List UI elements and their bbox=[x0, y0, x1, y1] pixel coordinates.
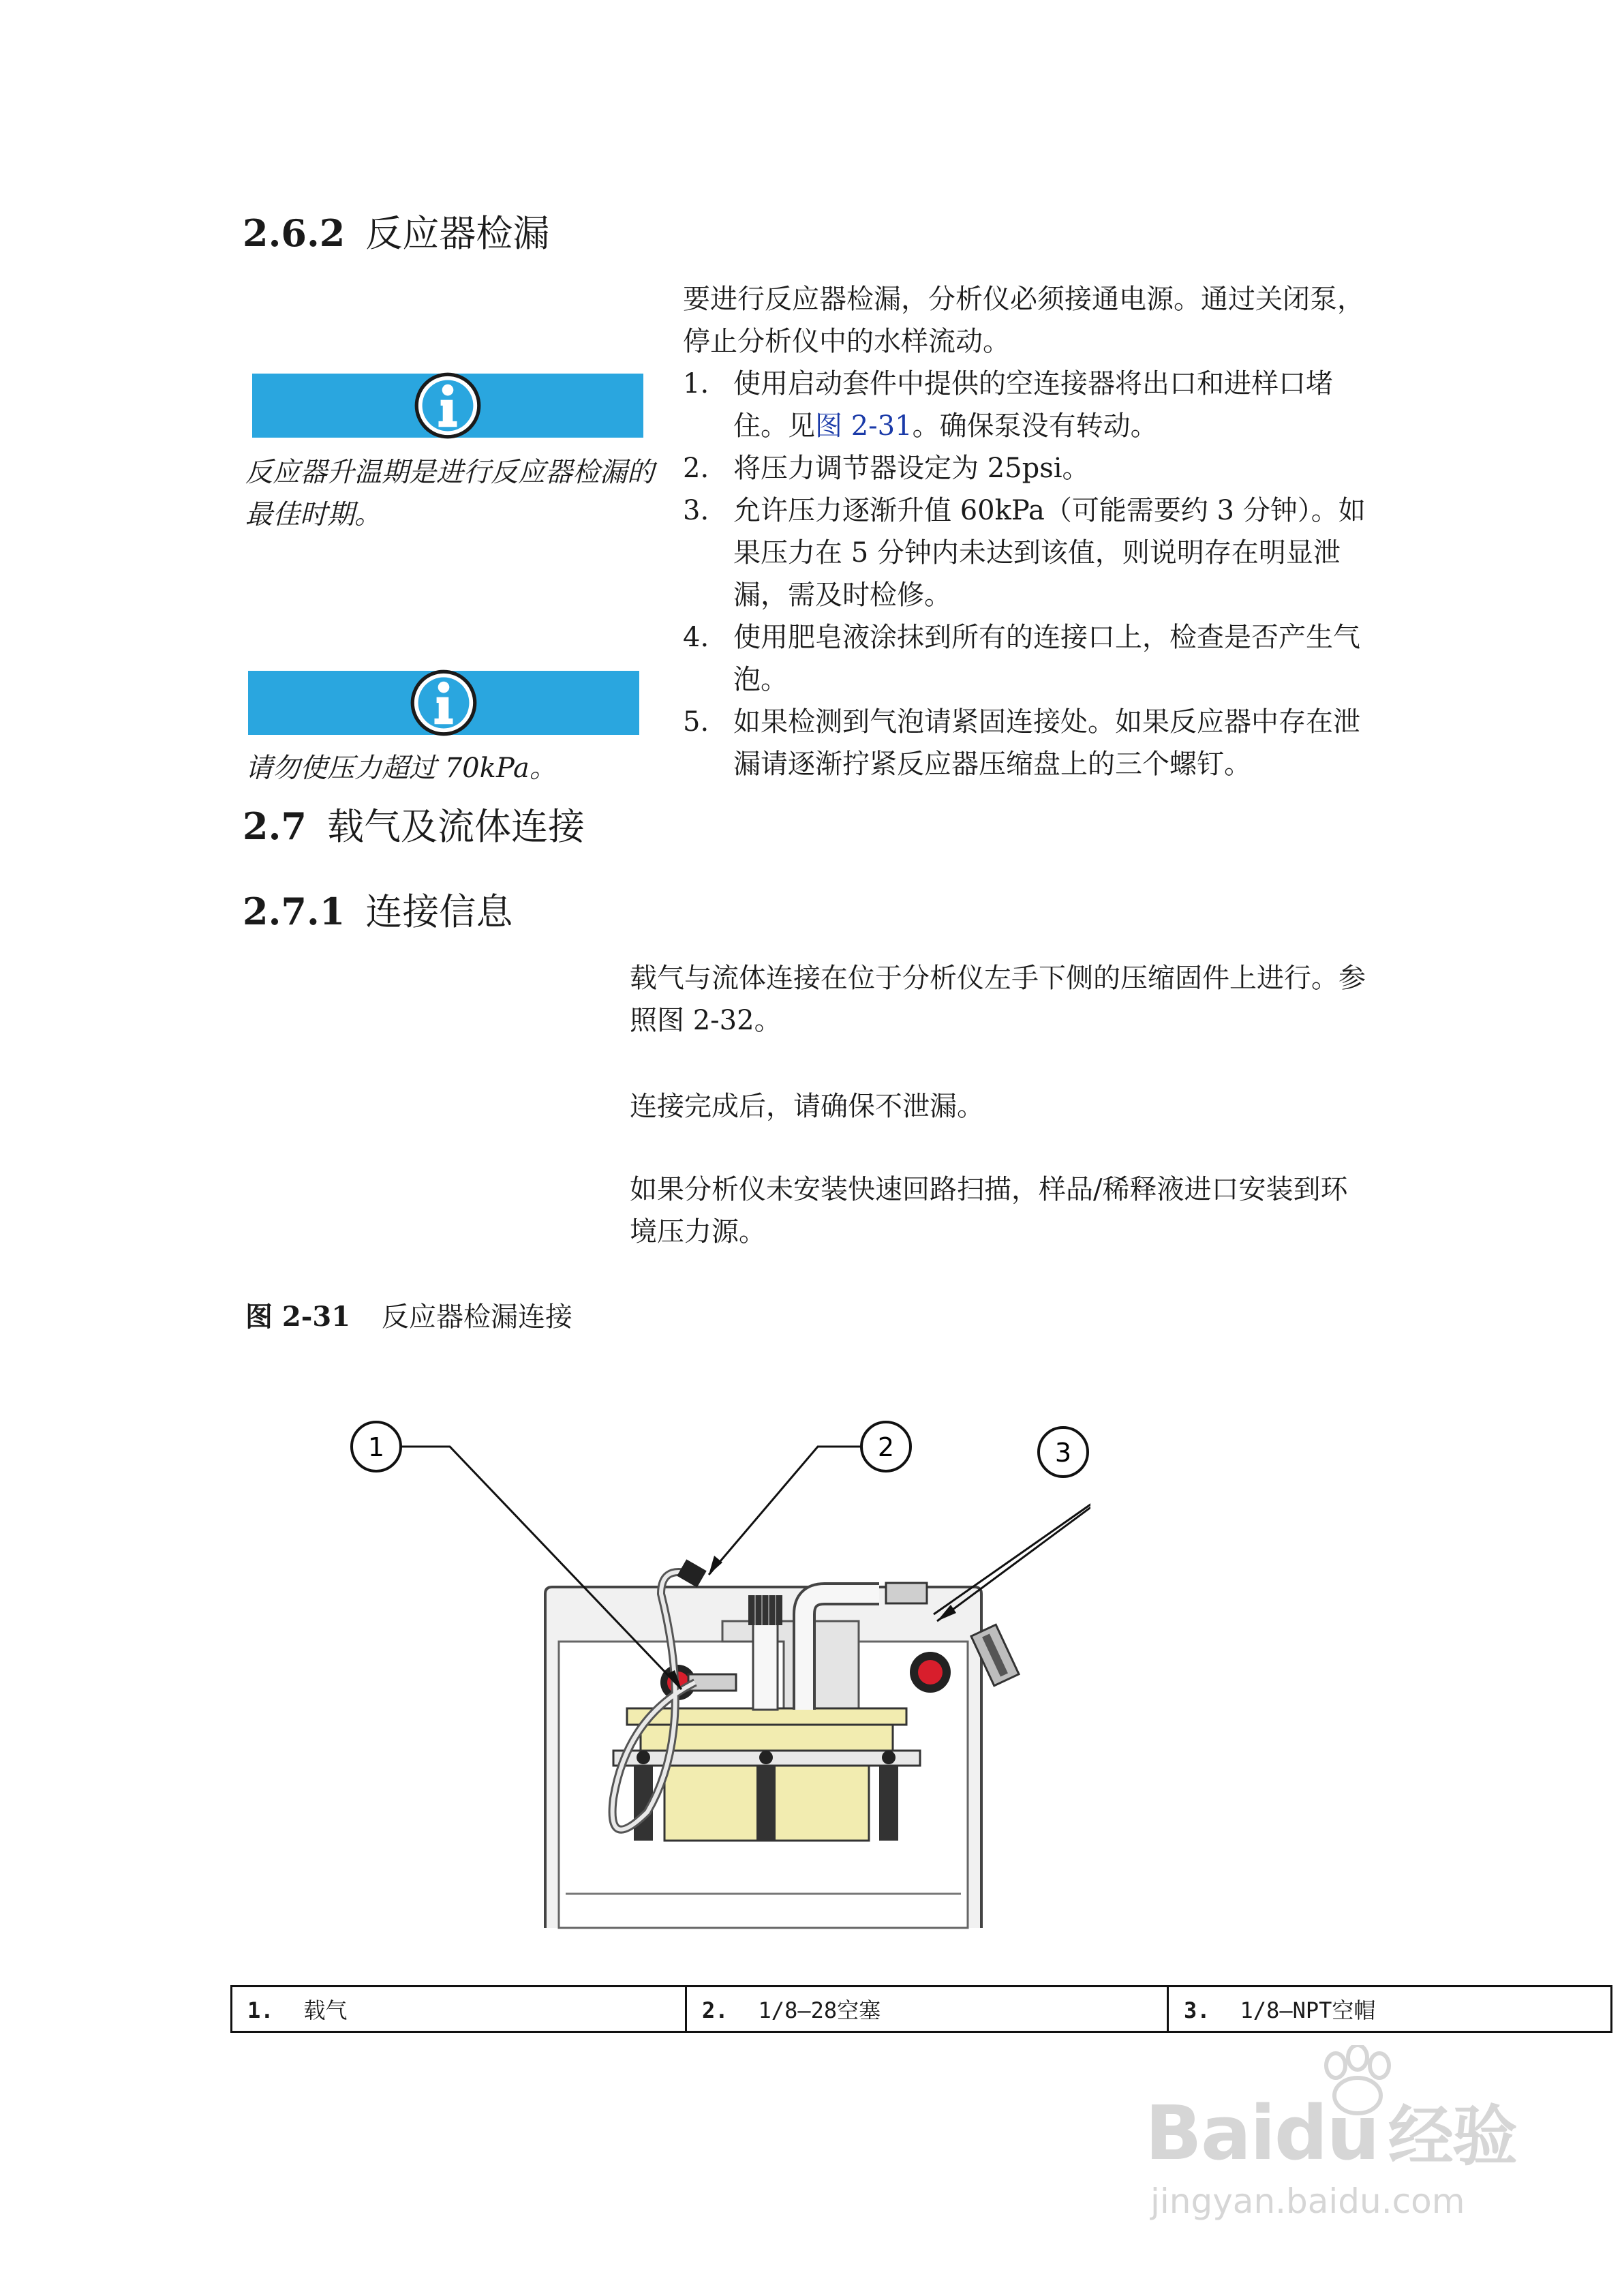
legend-item-1: 1. 载气 bbox=[232, 1987, 686, 2032]
connect-p3: 如果分析仪未安装快速回路扫描，样品/稀释液进口安装到环境压力源。 bbox=[630, 1174, 1348, 1248]
callout-2: 2 bbox=[877, 1432, 895, 1462]
heading-2-7: 2.7 载气及流体连接 bbox=[243, 804, 585, 848]
figure-legend bbox=[230, 1985, 1612, 2033]
step-1: 1. 使用启动套件中提供的空连接器将出口和进样口堵住。见图 2-31。确保泵没有转动。 bbox=[683, 368, 1333, 442]
leak-intro: 要进行反应器检漏，分析仪必须接通电源。通过关闭泵，停止分析仪中的水样流动。 bbox=[683, 284, 1364, 357]
leak-steps bbox=[683, 363, 1371, 785]
callout-3: 3 bbox=[1054, 1438, 1072, 1468]
note-bar-1 bbox=[252, 374, 643, 438]
watermark-url: jingyan.baidu.com bbox=[1150, 2181, 1465, 2221]
callout-1: 1 bbox=[367, 1432, 385, 1462]
step-5: 5. 如果检测到气泡请紧固连接处。如果反应器中存在泄漏请逐渐拧紧反应器压缩盘上的三个螺钉。 bbox=[683, 706, 1360, 780]
figure-caption: 图 2-31 反应器检漏连接 bbox=[245, 1301, 573, 1333]
info-icon bbox=[408, 667, 479, 738]
step-2: 2. 将压力调节器设定为 25psi。 bbox=[683, 453, 1090, 484]
legend-row bbox=[232, 1987, 1612, 2032]
watermark-brand-2: du bbox=[1274, 2089, 1379, 2177]
leak-check-text bbox=[683, 278, 1371, 785]
info-icon bbox=[412, 370, 483, 441]
baidu-watermark bbox=[1145, 2045, 1527, 2222]
watermark-brand: Bai bbox=[1145, 2089, 1274, 2177]
connect-p2: 连接完成后，请确保不泄漏。 bbox=[630, 1091, 984, 1122]
note-text-2: 请勿使压力超过 70kPa。 bbox=[245, 753, 557, 784]
note-text-1: 反应器升温期是进行反应器检漏的最佳时期。 bbox=[245, 457, 654, 530]
reactor-diagram bbox=[341, 1417, 1090, 1935]
heading-2-6-2: 2.6.2 反应器检漏 bbox=[243, 211, 550, 255]
step-4: 4. 使用肥皂液涂抹到所有的连接口上，检查是否产生气泡。 bbox=[683, 622, 1360, 695]
legend-item-3: 3. 1/8—NPT空帽 bbox=[1168, 1987, 1612, 2032]
connect-p1: 载气与流体连接在位于分析仪左手下侧的压缩固件上进行。参照图 2-32。 bbox=[630, 963, 1366, 1036]
heading-2-7-1: 2.7.1 连接信息 bbox=[243, 890, 513, 933]
step-3: 3. 允许压力逐渐升值 60kPa（可能需要约 3 分钟）。如果压力在 5 分钟内未达到该值，则说明存在明显泄漏，需及时检修。 bbox=[683, 495, 1366, 611]
legend-item-2: 2. 1/8—28空塞 bbox=[686, 1987, 1168, 2032]
note-bar-2 bbox=[248, 671, 639, 735]
watermark-cn: 经验 bbox=[1388, 2098, 1516, 2175]
figure-2-31-link[interactable]: 图 2-31 bbox=[815, 410, 913, 442]
